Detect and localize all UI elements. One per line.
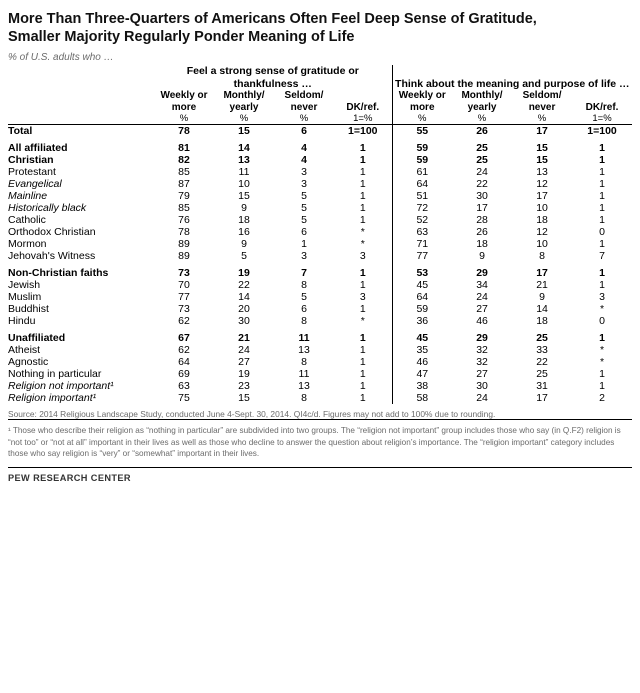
cell-value: * <box>599 303 605 316</box>
cell-value: 59 <box>392 303 452 315</box>
data-table <box>8 65 632 404</box>
row-label: Hindu <box>8 315 36 328</box>
cell-value: 46 <box>392 356 452 368</box>
table-row <box>8 344 632 356</box>
cell-value: 82 <box>178 154 190 167</box>
cell-value: 25 <box>476 154 488 167</box>
cell-value: 63 <box>392 226 452 238</box>
cell-value: 24 <box>476 291 488 304</box>
cell-value: 24 <box>476 392 488 405</box>
cell-value: 7 <box>599 250 605 263</box>
table-row <box>8 154 632 166</box>
cell-value: 89 <box>178 250 190 263</box>
row-label: Mormon <box>8 238 47 251</box>
cell-value: 4 <box>301 154 307 167</box>
row-label: All affiliated <box>8 142 68 155</box>
footnote: ¹ Those who describe their religion as “nothing in particular” are subdivided into two groups. The “religion not important” group includes those who say (in Q.F2) religion is “not too” or “not at all” important in their lives as well as those who decline to answer the question about religion’s importance. The “religion important” category includes those who say religion is “very” or “somewhat” important in their lives. <box>8 419 632 458</box>
group-header-meaning: Think about the meaning and purpose of life … <box>392 65 632 90</box>
cell-value: 3 <box>301 250 307 263</box>
row-label: Christian <box>8 154 54 167</box>
cell-value: 1 <box>359 279 366 292</box>
cell-value: 1 <box>359 392 366 405</box>
cell-value: 62 <box>178 315 190 328</box>
cell-value: 1 <box>359 368 366 381</box>
row-label: Orthodox Christian <box>8 226 96 239</box>
col-header-dk-1: DK/ref. <box>346 101 380 113</box>
cell-value: 1 <box>359 190 366 203</box>
cell-value: 73 <box>178 303 190 316</box>
cell-value: 85 <box>178 202 190 215</box>
cell-value: 69 <box>178 368 190 381</box>
cell-value: 6 <box>301 303 307 316</box>
cell-value: 14 <box>238 291 250 304</box>
cell-value: 12 <box>536 226 548 239</box>
cell-value: 1 <box>301 238 307 251</box>
cell-value: 14 <box>238 142 250 155</box>
cell-value: 27 <box>238 356 250 369</box>
table-row <box>8 356 632 368</box>
cell-value: 29 <box>476 267 488 280</box>
cell-value: 13 <box>536 166 548 179</box>
cell-value: 27 <box>476 303 488 316</box>
row-label: Buddhist <box>8 303 49 316</box>
pct-5: % <box>392 113 452 125</box>
cell-value: 3 <box>301 166 307 179</box>
cell-value: 17 <box>536 190 548 203</box>
cell-value: 30 <box>238 315 250 328</box>
pct-3: % <box>274 113 334 125</box>
row-label: Evangelical <box>8 178 62 191</box>
table-row <box>8 190 632 202</box>
cell-value: 32 <box>476 356 488 369</box>
cell-value: 52 <box>392 214 452 226</box>
table-row <box>8 238 632 250</box>
cell-value: 53 <box>392 267 452 279</box>
cell-value: 15 <box>238 125 250 138</box>
cell-value: 1 <box>599 267 605 280</box>
title-line-1: More Than Three-Quarters of Americans Often Feel Deep Sense of Gratitude, <box>8 11 537 27</box>
cell-value: 46 <box>476 315 488 328</box>
cell-value: 64 <box>392 291 452 303</box>
table-row <box>8 332 632 344</box>
cell-value: 31 <box>536 380 548 393</box>
cell-value: 9 <box>539 291 545 304</box>
cell-value: 51 <box>392 190 452 202</box>
table-body <box>8 125 632 405</box>
cell-value: 22 <box>476 178 488 191</box>
cell-value: 72 <box>392 202 452 214</box>
pct-8: 1=% <box>572 113 632 125</box>
pct-6: % <box>452 113 512 125</box>
cell-value: 10 <box>536 238 548 251</box>
table-row <box>8 380 632 392</box>
row-label: Catholic <box>8 214 46 227</box>
cell-value: 10 <box>536 202 548 215</box>
cell-value: 8 <box>301 279 307 292</box>
cell-value: 3 <box>359 291 366 304</box>
cell-value: 8 <box>301 315 307 328</box>
cell-value: 4 <box>301 142 307 155</box>
cell-value: 1 <box>359 356 366 369</box>
cell-value: 1 <box>599 166 605 179</box>
cell-value: 55 <box>392 125 452 138</box>
pct-2: % <box>214 113 274 125</box>
cell-value: 1=100 <box>348 125 378 138</box>
source-note: Source: 2014 Religious Landscape Study, conducted June 4-Sept. 30, 2014. QI4c/d. Figures may not add to 100% due to rounding. <box>8 409 496 420</box>
cell-value: 6 <box>301 125 307 138</box>
cell-value: * <box>360 226 365 239</box>
cell-value: 17 <box>476 202 488 215</box>
cell-value: 27 <box>476 368 488 381</box>
cell-value: 13 <box>298 380 310 393</box>
table-row <box>8 315 632 327</box>
cell-value: 1=100 <box>587 125 617 138</box>
col-header-seldom-1: Seldom/ never <box>284 90 324 113</box>
cell-value: 1 <box>359 214 366 227</box>
cell-value: 1 <box>359 202 366 215</box>
col-header-monthly-2: Monthly/ yearly <box>461 90 503 113</box>
cell-value: 1 <box>599 202 605 215</box>
cell-value: 24 <box>476 166 488 179</box>
row-label: Historically black <box>8 202 87 215</box>
cell-value: 13 <box>298 344 310 357</box>
table-row <box>8 279 632 291</box>
cell-value: 29 <box>476 332 488 345</box>
cell-value: 8 <box>539 250 545 263</box>
cell-value: 1 <box>599 142 605 155</box>
cell-value: 16 <box>238 226 250 239</box>
cell-value: 2 <box>599 392 605 405</box>
cell-value: 22 <box>536 356 548 369</box>
row-label: Religion not important¹ <box>8 380 114 393</box>
cell-value: 7 <box>301 267 307 280</box>
cell-value: 15 <box>238 392 250 405</box>
cell-value: 25 <box>536 332 548 345</box>
row-label: Jehovah's Witness <box>8 250 96 263</box>
cell-value: 18 <box>536 315 548 328</box>
row-label: Religion important¹ <box>8 392 97 405</box>
cell-value: * <box>599 356 605 369</box>
table-row <box>8 166 632 178</box>
row-label: Non-Christian faiths <box>8 267 109 280</box>
col-header-monthly-1: Monthly/ yearly <box>223 90 265 113</box>
cell-value: * <box>599 344 605 357</box>
cell-value: 35 <box>392 344 452 356</box>
cell-value: 1 <box>359 178 366 191</box>
cell-value: 0 <box>599 315 605 328</box>
cell-value: 17 <box>536 392 548 405</box>
cell-value: 11 <box>298 332 310 345</box>
cell-value: 1 <box>599 154 605 167</box>
cell-value: 28 <box>476 214 488 227</box>
percent-symbol-row <box>8 113 632 125</box>
table-row <box>8 125 632 138</box>
cell-value: 26 <box>476 226 488 239</box>
cell-value: 11 <box>238 166 250 179</box>
cell-value: 8 <box>301 392 307 405</box>
cell-value: 25 <box>536 368 548 381</box>
cell-value: 77 <box>392 250 452 262</box>
cell-value: 58 <box>392 392 452 404</box>
row-label: Agnostic <box>8 356 49 369</box>
cell-value: 18 <box>536 214 548 227</box>
cell-value: 1 <box>599 190 605 203</box>
cell-value: 45 <box>392 279 452 291</box>
row-label: Atheist <box>8 344 41 357</box>
cell-value: 19 <box>238 267 250 280</box>
cell-value: 15 <box>536 154 548 167</box>
cell-value: 1 <box>359 154 366 167</box>
cell-value: 81 <box>178 142 190 155</box>
cell-value: 21 <box>238 332 250 345</box>
cell-value: 18 <box>476 238 488 251</box>
cell-value: 1 <box>359 303 366 316</box>
col-header-seldom-2: Seldom/ never <box>522 90 562 113</box>
cell-value: 3 <box>301 178 307 191</box>
cell-value: 33 <box>536 344 548 357</box>
cell-value: 5 <box>301 291 307 304</box>
cell-value: 14 <box>536 303 548 316</box>
cell-value: 10 <box>238 178 250 191</box>
cell-value: 59 <box>392 154 452 166</box>
cell-value: 59 <box>392 142 452 154</box>
cell-value: 5 <box>301 202 307 215</box>
col-header-dk-2: DK/ref. <box>585 101 619 113</box>
table-row <box>8 303 632 315</box>
row-label: Mainline <box>8 190 48 203</box>
row-label: Unaffiliated <box>8 332 66 345</box>
cell-value: 1 <box>359 267 366 280</box>
cell-value: 73 <box>178 267 190 280</box>
cell-value: 1 <box>359 380 366 393</box>
cell-value: 61 <box>392 166 452 178</box>
row-label: Protestant <box>8 166 56 179</box>
cell-value: 9 <box>241 202 247 215</box>
cell-value: 17 <box>536 125 548 138</box>
table-row <box>8 226 632 238</box>
cell-value: 26 <box>476 125 488 138</box>
row-label: Muslim <box>8 291 42 304</box>
group-header-gratitude: Feel a strong sense of gratitude or thankfulness … <box>186 65 359 90</box>
cell-value: 13 <box>238 154 250 167</box>
cell-value: 5 <box>301 214 307 227</box>
cell-value: 9 <box>479 250 485 263</box>
cell-value: 8 <box>301 356 307 369</box>
cell-value: 25 <box>476 142 488 155</box>
cell-value: 22 <box>238 279 250 292</box>
cell-value: 23 <box>238 380 250 393</box>
cell-value: 78 <box>178 226 190 239</box>
cell-value: 45 <box>392 332 452 344</box>
cell-value: 18 <box>238 214 250 227</box>
footer-brand: PEW RESEARCH CENTER <box>8 467 632 483</box>
pct-1: % <box>154 113 214 125</box>
cell-value: 19 <box>238 368 250 381</box>
cell-value: 5 <box>301 190 307 203</box>
cell-value: 24 <box>238 344 250 357</box>
cell-value: 1 <box>359 344 366 357</box>
cell-value: 1 <box>599 332 605 345</box>
cell-value: 87 <box>178 178 190 191</box>
cell-value: 1 <box>599 380 605 393</box>
cell-value: 30 <box>476 190 488 203</box>
cell-value: 1 <box>599 178 605 191</box>
row-label: Nothing in particular <box>8 368 102 381</box>
cell-value: 0 <box>599 226 605 239</box>
cell-value: 17 <box>536 267 548 280</box>
row-label: Total <box>8 125 33 138</box>
cell-value: * <box>360 315 365 328</box>
cell-value: 75 <box>178 392 190 405</box>
cell-value: 76 <box>178 214 190 227</box>
cell-value: 15 <box>536 142 548 155</box>
cell-value: 1 <box>599 214 605 227</box>
pct-4: 1=% <box>334 113 392 125</box>
page-title <box>0 0 640 46</box>
cell-value: 78 <box>178 125 190 138</box>
cell-value: 21 <box>536 279 548 292</box>
cell-value: 30 <box>476 380 488 393</box>
cell-value: 62 <box>178 344 190 357</box>
cell-value: 47 <box>392 368 452 380</box>
cell-value: 1 <box>359 332 366 345</box>
cell-value: 11 <box>298 368 310 381</box>
cell-value: 1 <box>359 166 366 179</box>
cell-value: 67 <box>178 332 190 345</box>
cell-value: 71 <box>392 238 452 250</box>
cell-value: 63 <box>178 380 190 393</box>
table-row <box>8 267 632 279</box>
title-line-2: Smaller Majority Regularly Ponder Meaning of Life <box>8 29 355 46</box>
table-row <box>8 202 632 214</box>
cell-value: 15 <box>238 190 250 203</box>
cell-value: 20 <box>238 303 250 316</box>
cell-value: 32 <box>476 344 488 357</box>
group-header-row <box>8 65 632 90</box>
cell-value: 6 <box>301 226 307 239</box>
cell-value: 9 <box>241 238 247 251</box>
cell-value: 1 <box>599 238 605 251</box>
column-header-row <box>8 90 632 113</box>
cell-value: 79 <box>178 190 190 203</box>
pct-7: % <box>512 113 572 125</box>
cell-value: 64 <box>178 356 190 369</box>
row-label: Jewish <box>8 279 41 292</box>
cell-value: 5 <box>241 250 247 263</box>
cell-value: 64 <box>392 178 452 190</box>
cell-value: 1 <box>599 279 605 292</box>
subtitle: % of U.S. adults who … <box>8 52 114 64</box>
table-row <box>8 368 632 380</box>
table-row <box>8 250 632 262</box>
table-row <box>8 392 632 404</box>
cell-value: 1 <box>359 142 366 155</box>
cell-value: 36 <box>392 315 452 327</box>
cell-value: 70 <box>178 279 190 292</box>
cell-value: 34 <box>476 279 488 292</box>
cell-value: 3 <box>599 291 605 304</box>
table-row <box>8 291 632 303</box>
cell-value: 77 <box>178 291 190 304</box>
cell-value: 38 <box>392 380 452 392</box>
cell-value: 85 <box>178 166 190 179</box>
table-row <box>8 178 632 190</box>
cell-value: 12 <box>536 178 548 191</box>
cell-value: 3 <box>359 250 366 263</box>
col-header-weekly-2: Weekly or more <box>392 90 452 113</box>
table-row <box>8 142 632 154</box>
table-row <box>8 214 632 226</box>
cell-value: 1 <box>599 368 605 381</box>
cell-value: * <box>360 238 365 251</box>
col-header-weekly-1: Weekly or more <box>160 90 208 113</box>
cell-value: 89 <box>178 238 190 251</box>
